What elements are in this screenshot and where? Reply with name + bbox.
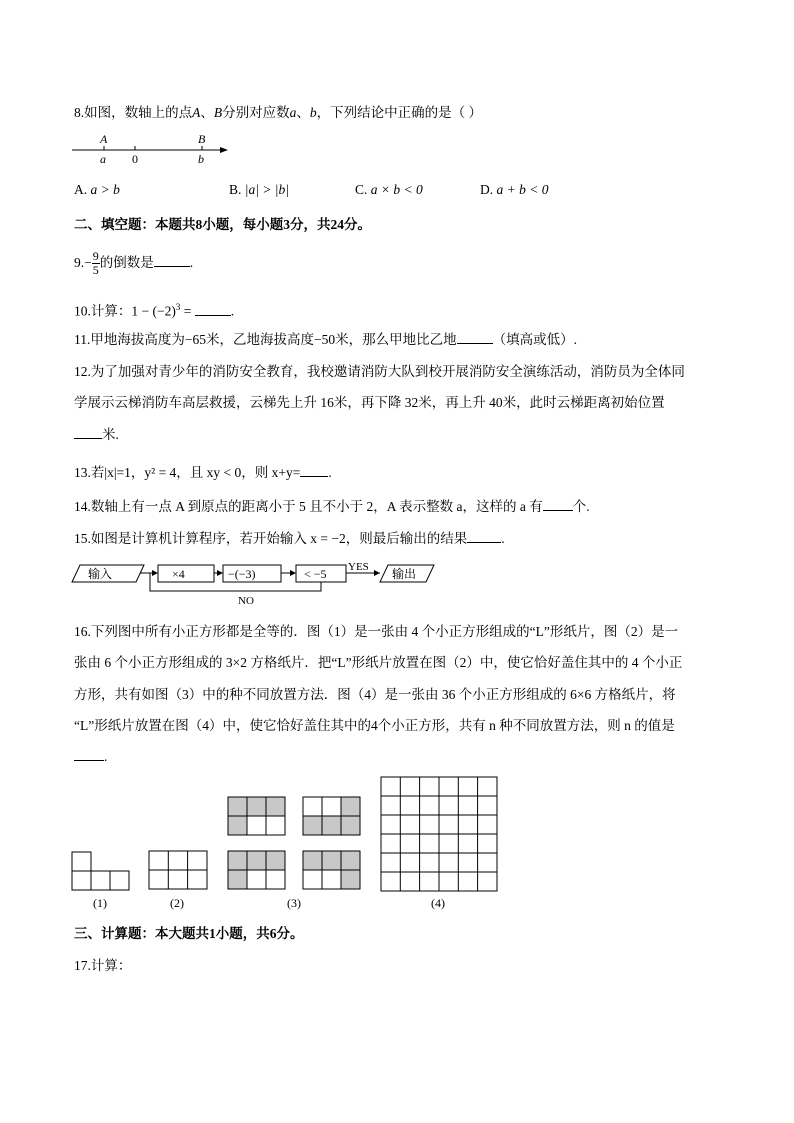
q13-end: . [328,465,332,480]
option-d-text: a + b < 0 [496,182,549,197]
flow-arrowhead-1 [152,570,158,576]
q10-equals: = [180,303,195,319]
q11-suffix: （填高或低）. [492,332,577,347]
s3-b: 小题，共 [215,926,270,941]
placement-2 [303,797,360,835]
flow-arrowhead-yes [374,570,380,576]
q9-end: . [189,255,194,270]
label-point-b: B [198,132,206,146]
flow-arrowhead-3 [290,570,296,576]
option-b [229,181,289,199]
q16-end: . [104,749,108,764]
flow-input-label: 输入 [88,567,113,581]
q11-text: 11.甲地海拔高度为−65米，乙地海拔高度−50米，那么甲地比乙地 [74,332,457,347]
option-d-key: D. [480,182,494,197]
q8-mid: 分别对应数 [222,105,290,120]
question-8 [74,104,482,122]
q12-suffix: 米. [102,427,119,442]
q8-var-a: a [289,105,297,120]
flow-yes-label: YES [348,561,369,573]
q10-expression: 1 − (−2) [131,303,176,319]
flow-cond-label: < −5 [304,567,327,581]
s3-a: 三、计算题：本大题共 [74,926,209,941]
flow-output-label: 输出 [392,567,417,581]
placement-1 [228,797,285,835]
s3-total: 6 [269,926,277,941]
q9-fraction [92,250,100,277]
section-2-heading [74,216,371,234]
q8-text: 8.如图，数轴上的点 [74,105,193,120]
q10-exponent: 3 [175,302,181,312]
number-line-figure [70,128,240,168]
section-3-heading [74,925,304,943]
placement-4 [303,851,360,889]
question-15 [74,530,505,548]
caption-2: (2) [170,896,184,910]
flow-op1-label: ×4 [172,567,185,581]
q8-point-a: A [192,105,201,120]
q9-answer-blank[interactable] [154,254,190,267]
number-line-arrow [220,147,228,153]
q9-text: 的倒数是 [99,255,154,270]
q15-text: 15.如图是计算机计算程序，若开始输入 x = −2，则最后输出的结果 [74,531,468,546]
q13-answer-blank[interactable] [300,464,328,477]
flow-op2-label: −(−3) [228,567,256,581]
option-a-text: a > b [90,182,120,197]
placement-3 [228,851,285,889]
figure-2-grid [149,851,207,889]
s2-c: 分，共 [290,217,331,232]
q9-number: 9. [74,255,85,270]
question-12-line-2: 学展示云梯消防车高层救援，云梯先上升 16米，再下降 32米，再上升 40米，此时云梯距离初始位置 [74,395,665,410]
q9-denominator: 5 [92,263,99,278]
s3-count: 1 [209,926,216,941]
q8-point-b: B [213,105,223,120]
question-16-line-2: 张由 6 个小正方形组成的 3×2 方格纸片．把“L”形纸片放置在图（2）中，使它恰好盖住其中的 4 个小正 [74,655,683,670]
q16-answer-blank[interactable] [74,748,104,761]
question-12-line-1: 12.为了加强对青少年的消防安全教育，我校邀请消防大队到校开展消防安全演练活动，消防员为全体同 [74,364,685,379]
option-c-key: C. [355,182,368,197]
option-b-text: |a| > |b| [244,182,289,197]
question-16-line-3: 方形，共有如图（3）中的种不同放置方法．图（4）是一张由 36 个小正方形组成的 6×6 方格纸片，将 [74,687,676,702]
question-16-line-1: 16.下列图中所有小正方形都是全等的．图（1）是一张由 4 个小正方形组成的“L”形纸片，图（2）是一 [74,624,679,639]
label-zero: 0 [132,152,138,166]
option-b-key: B. [229,182,242,197]
q15-end: . [501,531,505,546]
flow-op1-box [158,565,214,582]
s2-per: 3 [283,217,290,232]
figure-3-placements [228,797,360,889]
option-c-text: a × b < 0 [370,182,423,197]
label-value-a: a [100,152,106,166]
option-a [74,181,120,199]
s2-a: 二、填空题：本题共 [74,217,196,232]
q14-text: 14.数轴上有一点 A 到原点的距离小于 5 且不小于 2，A 表示整数 a，这样的 a 有 [74,499,543,514]
option-a-key: A. [74,182,88,197]
s2-b: 小题，每小题 [202,217,284,232]
q14-suffix: 个. [572,499,590,514]
q10-text: 10.计算： [74,303,132,319]
question-11 [74,331,577,349]
q9-sign: − [84,255,92,270]
question-10 [74,298,234,321]
caption-3: (3) [287,896,301,910]
q9-numerator: 9 [92,249,99,264]
option-d [480,181,548,199]
l-tile-figures [0,770,794,915]
question-12-line-3 [74,426,119,444]
flow-arrowhead-2 [217,570,223,576]
q8-suffix: ，下列结论中正确的是（ ） [316,105,482,120]
s3-c: 分。 [276,926,304,941]
question-17: 17.计算： [74,958,132,973]
q8-sep: 、 [200,105,214,120]
figure-4-grid [381,777,497,891]
question-13 [74,464,332,482]
question-16-line-4: “L”形纸片放置在图（4）中，使它恰好盖住其中的4个小正方形，共有 n 种不同放置方法，则 n 的值是 [74,718,675,733]
q14-answer-blank[interactable] [543,498,573,511]
q10-end: . [230,303,235,319]
flow-no-label: NO [238,595,254,607]
label-value-b: b [198,152,204,166]
question-9 [74,248,193,278]
figure-1-l-shape [72,852,129,890]
q12-answer-blank[interactable] [74,426,102,439]
q8-sep2: 、 [296,105,310,120]
caption-1: (1) [93,896,107,910]
flowchart-figure [72,560,442,610]
question-14 [74,498,590,516]
q8-var-b: b [309,105,317,120]
s2-d: 分。 [344,217,371,232]
option-c [355,181,423,199]
q15-answer-blank[interactable] [467,530,501,543]
s2-count: 8 [195,217,203,232]
q13-text: 13.若|x|=1，y² = 4，且 xy < 0，则 x+y= [74,465,301,480]
caption-4: (4) [431,896,445,910]
q11-answer-blank[interactable] [457,331,493,344]
s2-total: 24 [330,217,344,232]
question-16-line-5 [74,748,107,766]
q10-answer-blank[interactable] [195,303,231,316]
label-point-a: A [100,132,108,146]
